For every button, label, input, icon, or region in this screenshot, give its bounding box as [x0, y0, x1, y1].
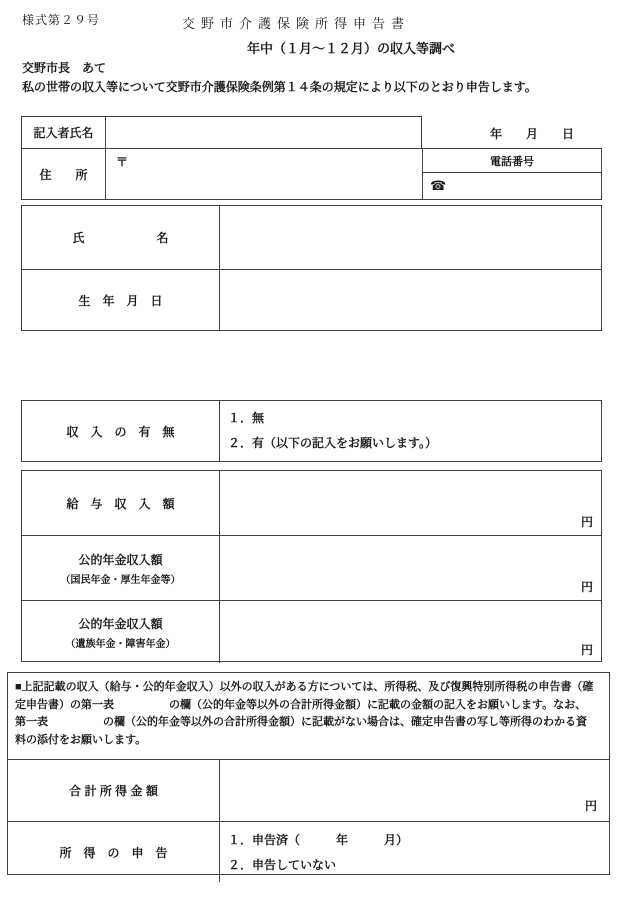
- applicant-name-row: [21, 116, 422, 148]
- survivor-pension-label-cell: [22, 601, 220, 663]
- applicant-name-label: 記入者氏名: [22, 117, 106, 148]
- survivor-pension-input-cell[interactable]: [220, 601, 601, 663]
- option-income-has[interactable]: ２．有（以下の記入をお願いします。）: [228, 436, 438, 450]
- public-pension-row: [22, 536, 601, 601]
- option-declared[interactable]: １．申告済（ 年 月）: [228, 833, 409, 847]
- survivor-pension-label: 公的年金収入額: [78, 616, 163, 631]
- public-pension-label: 公的年金収入額: [78, 552, 163, 567]
- person-name-row: [22, 206, 601, 270]
- note-line-3: 第一表 の欄（公的年金等以外の合計所得金額）に記載がない場合は、確定申告書の写し等所得のわかる資: [15, 716, 587, 728]
- postal-mark: 〒: [116, 155, 129, 169]
- addressee-line: 交野市長 あて: [22, 61, 107, 75]
- phone-number-label: 電話番号: [423, 149, 601, 173]
- phone-input-cell[interactable]: [423, 173, 601, 201]
- person-name-label: 氏 名: [22, 206, 220, 269]
- report-date-label: 年 月 日: [490, 127, 575, 141]
- public-pension-yen-unit: 円: [580, 580, 593, 594]
- note-box: [8, 673, 609, 760]
- survivor-pension-yen-unit: 円: [580, 643, 593, 657]
- person-table: [21, 205, 602, 331]
- address-label: 住 所: [22, 149, 106, 199]
- note-line-4: 料の添付をお願いします。: [15, 733, 147, 746]
- address-input-cell[interactable]: [106, 149, 423, 199]
- salary-income-row: [22, 471, 601, 536]
- income-presence-label: 収 入 の 有 無: [22, 401, 220, 461]
- form-number: 様式第２９号: [22, 13, 101, 27]
- total-income-row: [8, 760, 609, 822]
- telephone-icon: ☎: [430, 178, 447, 193]
- phone-col: [423, 149, 601, 199]
- salary-income-label: 給 与 収 入 額: [22, 471, 220, 535]
- total-income-label: 合 計 所 得 金 額: [8, 760, 220, 821]
- declaration-status-row: [8, 822, 609, 882]
- income-amounts-table: [21, 470, 602, 662]
- applicant-address-row: [21, 148, 602, 200]
- note-line-2: 定申告書）の第一表 の欄（公的年金等以外の合計所得金額）に記載の金額の記入をお願いします。なお、: [15, 698, 587, 711]
- birthdate-row: [22, 270, 601, 331]
- option-not-declared[interactable]: ２．申告していない: [228, 858, 337, 872]
- note-and-total-table: [7, 672, 610, 875]
- note-line-1: ■上記記載の収入（給与・公的年金収入）以外の収入がある方については、所得税、及び復興特別所得税の申告書（確: [15, 681, 594, 693]
- option-income-none[interactable]: １．無: [228, 411, 265, 425]
- page-title: 交野市介護保険所得申告書: [182, 16, 411, 31]
- survivor-pension-sublabel: （遺族年金・障害年金）: [65, 638, 176, 650]
- page-subtitle: 年中（１月～１２月）の収入等調べ: [247, 41, 456, 56]
- report-date-cell[interactable]: [422, 116, 602, 148]
- public-pension-input-cell[interactable]: [220, 536, 601, 600]
- declaration-sentence: 私の世帯の収入等について交野市介護保険条例第１４条の規定により以下のとおり申告します。: [22, 80, 537, 94]
- total-income-input-cell[interactable]: [220, 760, 609, 821]
- declaration-status-options: [220, 822, 609, 882]
- birthdate-label: 生 年 月 日: [22, 270, 220, 331]
- birthdate-input-cell[interactable]: [220, 270, 601, 331]
- person-name-input-cell[interactable]: [220, 206, 601, 269]
- total-income-yen-unit: 円: [584, 799, 597, 813]
- survivor-pension-row: [22, 601, 601, 663]
- public-pension-sublabel: （国民年金・厚生年金等）: [60, 574, 181, 586]
- applicant-name-input-cell[interactable]: [106, 117, 421, 148]
- income-presence-options: [220, 401, 601, 461]
- salary-yen-unit: 円: [580, 515, 593, 529]
- declaration-status-label: 所 得 の 申 告: [8, 822, 220, 882]
- salary-income-input-cell[interactable]: [220, 471, 601, 535]
- income-presence-table: [21, 400, 602, 462]
- public-pension-label-cell: [22, 536, 220, 600]
